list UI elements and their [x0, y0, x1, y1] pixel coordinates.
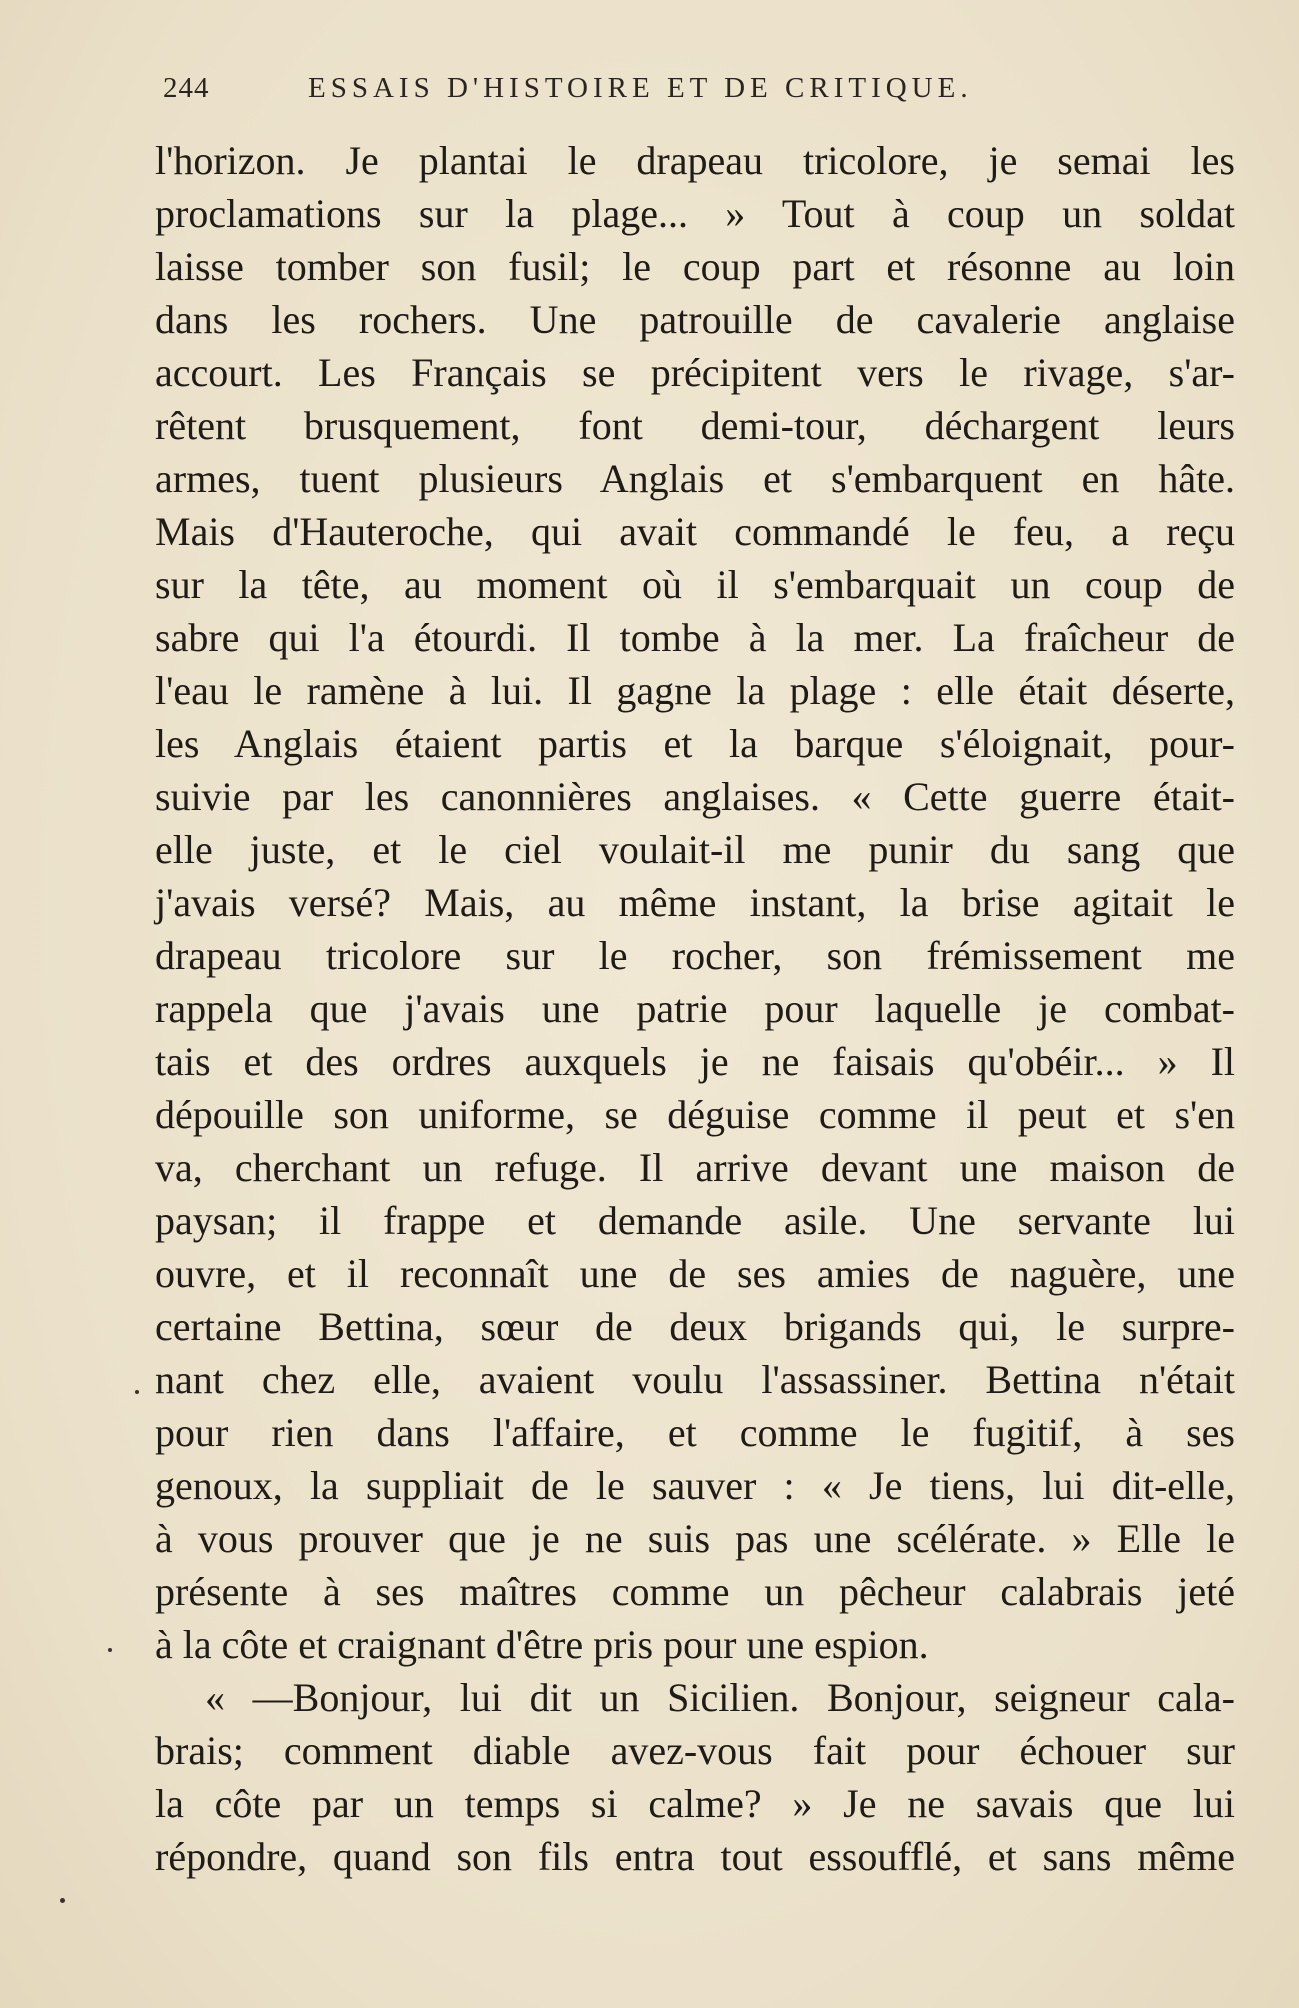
text-line: la côte par un temps si calme? » Je ne savais que lui	[155, 1781, 1235, 1826]
text-line: accourt. Les Français se précipitent vers le rivage, s'ar-	[155, 350, 1235, 395]
text-line: dans les rochers. Une patrouille de cavalerie anglaise	[155, 297, 1235, 342]
paragraph-start-line: « —Bonjour, lui dit un Sicilien. Bonjour, seigneur cala-	[205, 1675, 1235, 1720]
page-number: 244	[163, 72, 210, 104]
text-line: répondre, quand son fils entra tout essoufflé, et sans même	[155, 1834, 1235, 1879]
text-line: à vous prouver que je ne suis pas une scélérate. » Elle le	[155, 1516, 1235, 1561]
text-line: proclamations sur la plage... » Tout à coup un soldat	[155, 191, 1235, 236]
text-line: ouvre, et il reconnaît une de ses amies de naguère, une	[155, 1251, 1235, 1296]
text-line: paysan; il frappe et demande asile. Une servante lui	[155, 1198, 1235, 1243]
text-line: rappela que j'avais une patrie pour laquelle je combat-	[155, 986, 1235, 1031]
text-line: j'avais versé? Mais, au même instant, la brise agitait le	[155, 880, 1235, 925]
ink-speck	[108, 1648, 112, 1652]
ink-speck	[135, 1390, 139, 1394]
text-line: les Anglais étaient partis et la barque s'éloignait, pour-	[155, 721, 1235, 766]
text-line: va, cherchant un refuge. Il arrive devant une maison de	[155, 1145, 1235, 1190]
text-line: armes, tuent plusieurs Anglais et s'embarquent en hâte.	[155, 456, 1235, 501]
text-line: rêtent brusquement, font demi-tour, déchargent leurs	[155, 403, 1235, 448]
text-line: elle juste, et le ciel voulait-il me punir du sang que	[155, 827, 1235, 872]
text-line: nant chez elle, avaient voulu l'assassiner. Bettina n'était	[155, 1357, 1235, 1402]
text-line: sur la tête, au moment où il s'embarquait un coup de	[155, 562, 1235, 607]
running-title: ESSAIS D'HISTOIRE ET DE CRITIQUE.	[308, 72, 973, 104]
text-line: pour rien dans l'affaire, et comme le fugitif, à ses	[155, 1410, 1235, 1455]
text-line: laisse tomber son fusil; le coup part et résonne au loin	[155, 244, 1235, 289]
text-line: certaine Bettina, sœur de deux brigands qui, le surpre-	[155, 1304, 1235, 1349]
body-text	[155, 134, 1235, 1883]
text-line: suivie par les canonnières anglaises. « Cette guerre était-	[155, 774, 1235, 819]
text-line: dépouille son uniforme, se déguise comme il peut et s'en	[155, 1092, 1235, 1137]
text-line: tais et des ordres auxquels je ne faisais qu'obéir... » Il	[155, 1039, 1235, 1084]
text-line: l'horizon. Je plantai le drapeau tricolore, je semai les	[155, 138, 1235, 183]
text-line: brais; comment diable avez-vous fait pour échouer sur	[155, 1728, 1235, 1773]
text-line: sabre qui l'a étourdi. Il tombe à la mer. La fraîcheur de	[155, 615, 1235, 660]
text-line: l'eau le ramène à lui. Il gagne la plage : elle était déserte,	[155, 668, 1235, 713]
paragraph-end-line: à la côte et craignant d'être pris pour une espion.	[155, 1622, 929, 1667]
text-line: Mais d'Hauteroche, qui avait commandé le feu, a reçu	[155, 509, 1235, 554]
running-head	[163, 72, 1098, 118]
text-line: présente à ses maîtres comme un pêcheur calabrais jeté	[155, 1569, 1235, 1614]
text-line: drapeau tricolore sur le rocher, son frémissement me	[155, 933, 1235, 978]
ink-speck	[60, 1898, 65, 1903]
text-line: genoux, la suppliait de le sauver : « Je tiens, lui dit-elle,	[155, 1463, 1235, 1508]
